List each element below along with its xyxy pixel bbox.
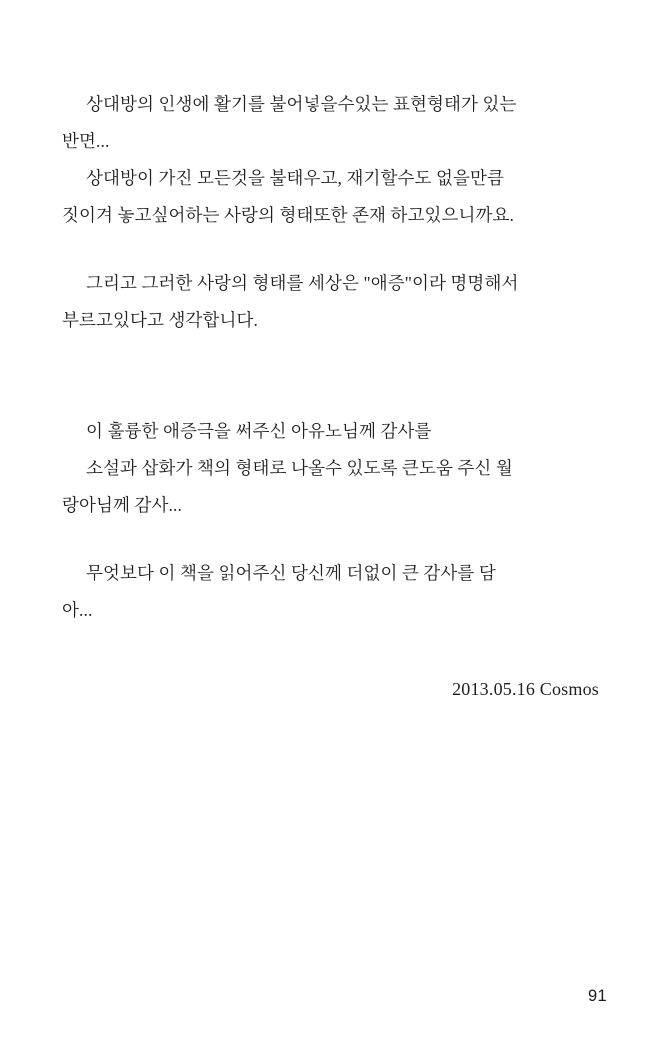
paragraph-4-line-3: 랑아님께 감사... — [62, 495, 182, 515]
paragraph-5-line-2: 아... — [62, 600, 93, 620]
paragraph-spacer-3 — [62, 524, 607, 555]
paragraph-4-line-2: 소설과 삽화가 책의 형태로 나올수 있도록 큰도움 주신 월 — [86, 458, 513, 478]
paragraph-3-line-2: 부르고있다고 생각합니다. — [62, 310, 259, 330]
signature-line: 2013.05.16 Cosmos — [452, 679, 599, 699]
paragraph-1-line-1: 상대방의 인생에 활기를 불어넣을수있는 표현형태가 있는 — [86, 94, 517, 114]
paragraph-5-line-1: 무엇보다 이 책을 읽어주신 당신께 더없이 큰 감사를 담 — [86, 563, 496, 583]
paragraph-4-line-1: 이 훌륭한 애증극을 써주신 아유노님께 감사를 — [86, 421, 432, 441]
page-number: 91 — [588, 987, 607, 1005]
paragraph-2-line-2: 짓이겨 놓고싶어하는 사랑의 형태또한 존재 하고있으니까요. — [62, 205, 514, 225]
paragraph-spacer-1 — [62, 234, 607, 265]
paragraph-spacer-2 — [62, 339, 607, 413]
paragraph-2-line-1: 상대방이 가진 모든것을 불태우고, 재기할수도 없을만큼 — [86, 168, 504, 188]
paragraph-3-line-1: 그리고 그러한 사랑의 형태를 세상은 "애증"이라 명명해서 — [86, 273, 519, 293]
paragraph-1-line-2: 반면... — [62, 131, 110, 151]
document-body — [62, 86, 607, 629]
